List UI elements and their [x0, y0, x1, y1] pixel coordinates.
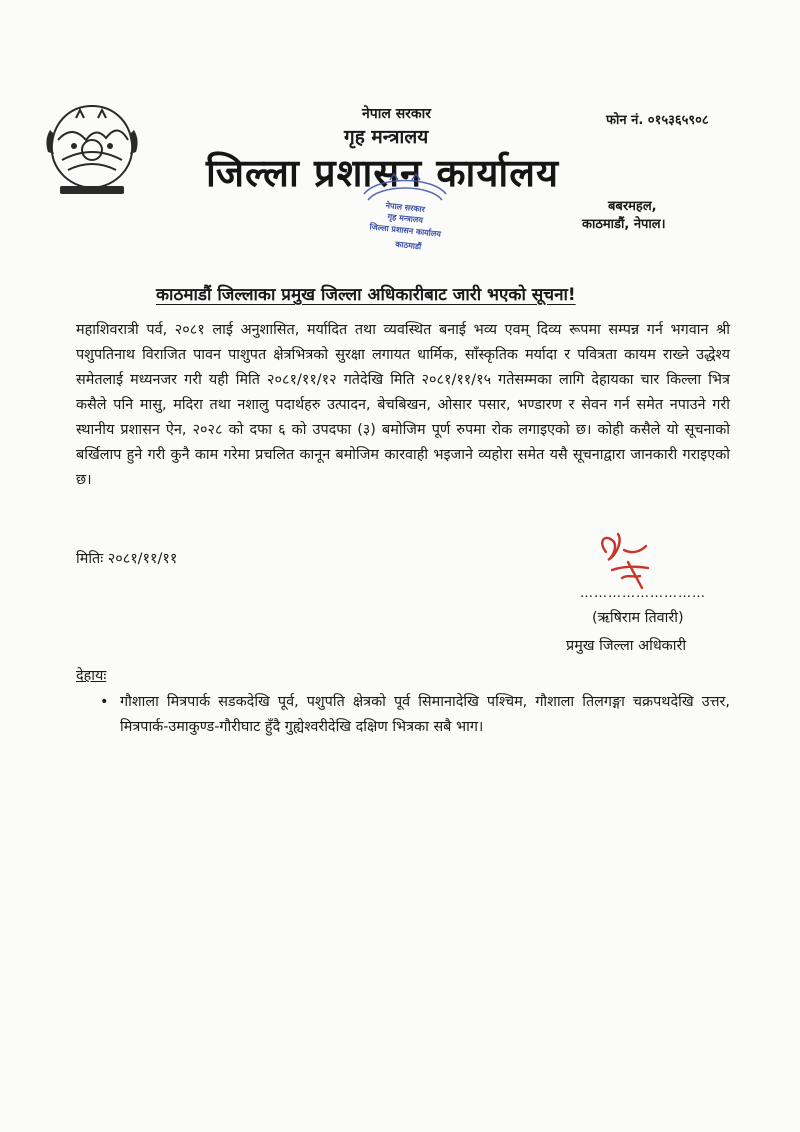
government-name: नेपाल सरकार — [362, 106, 432, 122]
ministry-name: गृह मन्त्रालय — [344, 126, 429, 148]
notice-body — [76, 318, 730, 493]
address-line-1: बबरमहल, — [608, 199, 657, 214]
office-name: जिल्ला प्रशासन कार्यालय — [206, 151, 560, 195]
stamp-text-2: गृह मन्त्रालय — [387, 212, 424, 225]
signature-line: ……………………… — [580, 586, 706, 601]
signatory-name: (ऋषिराम तिवारी) — [592, 610, 684, 626]
signatory-title: प्रमुख जिल्ला अधिकारी — [566, 638, 687, 654]
notice-body-text: महाशिवरात्री पर्व, २०८१ लाई अनुशासित, मर्यादित तथा व्यवस्थित बनाई भव्य एवम् दिव्य रूपमा सम्पन्न गर्न भगवान श्री पशुपतिनाथ विराजित पावन पाशुपत क्षेत्रभित्रको सुरक्षा लगायत धार्मिक, साँस्कृतिक मर्यादा र पवित्रता कायम राख्ने उद्धेश्य समेतलाई मध्यनजर गरी यही मिति २०८१/११/१२ गतेदेखि मिति २०८१/११/१५ गतेसम्मका लागि देहायका चार किल्ला भित्र कसैले पनि मासु, मदिरा तथा नशालु पदार्थहरु उत्पादन, बेचबिखन, ओसार पसार, भण्डारण र सेवन गर्न समेत नपाउने गरी स्थानीय प्रशासन ऐन, २०२८ को दफा ६ को उपदफा (३) बमोजिम पूर्ण रुपमा रोक लगाइएको छ। कोही कसैले यो सूचनाको बर्खिलाप हुने गरी कुनै काम गरेमा प्रचलित कानून बमोजिम कारवाही भइजाने व्यहोरा समेत यसै सूचनाद्वारा जानकारी गराइएको छ। — [76, 322, 730, 488]
schedule-label: देहायः — [76, 668, 107, 684]
nepal-emblem-icon — [40, 100, 144, 204]
phone-number: फोन नं. ०१५३६५९०८ — [606, 113, 709, 128]
notice-heading: काठमाडौं जिल्लाका प्रमुख जिल्ला अधिकारीबाट जारी भएको सूचना! — [156, 285, 576, 305]
stamp-text-3: जिल्ला प्रशासन कार्यालय — [369, 222, 442, 239]
stamp-text-1: नेपाल सरकार — [385, 200, 426, 215]
bullet-icon: • — [100, 694, 109, 710]
schedule-list — [100, 690, 730, 740]
schedule-item-text: गौशाला मित्रपार्क सडकदेखि पूर्व, पशुपति क्षेत्रको पूर्व सिमानादेखि पश्चिम, गौशाला तिलगङ्गा चक्रपथदेखि उत्तर, मित्रपार्क-उमाकुण्ड-गौरीघाट हुँदै गुह्येश्वरीदेखि दक्षिण भित्रका सबै भाग। — [120, 694, 730, 735]
stamp-text-4: काठमाडौं — [394, 239, 422, 252]
notice-date: मितिः २०८१/११/११ — [76, 551, 178, 567]
address-line-2: काठमाडौं, नेपाल। — [582, 217, 666, 232]
list-item — [100, 690, 730, 740]
office-stamp — [350, 172, 460, 258]
